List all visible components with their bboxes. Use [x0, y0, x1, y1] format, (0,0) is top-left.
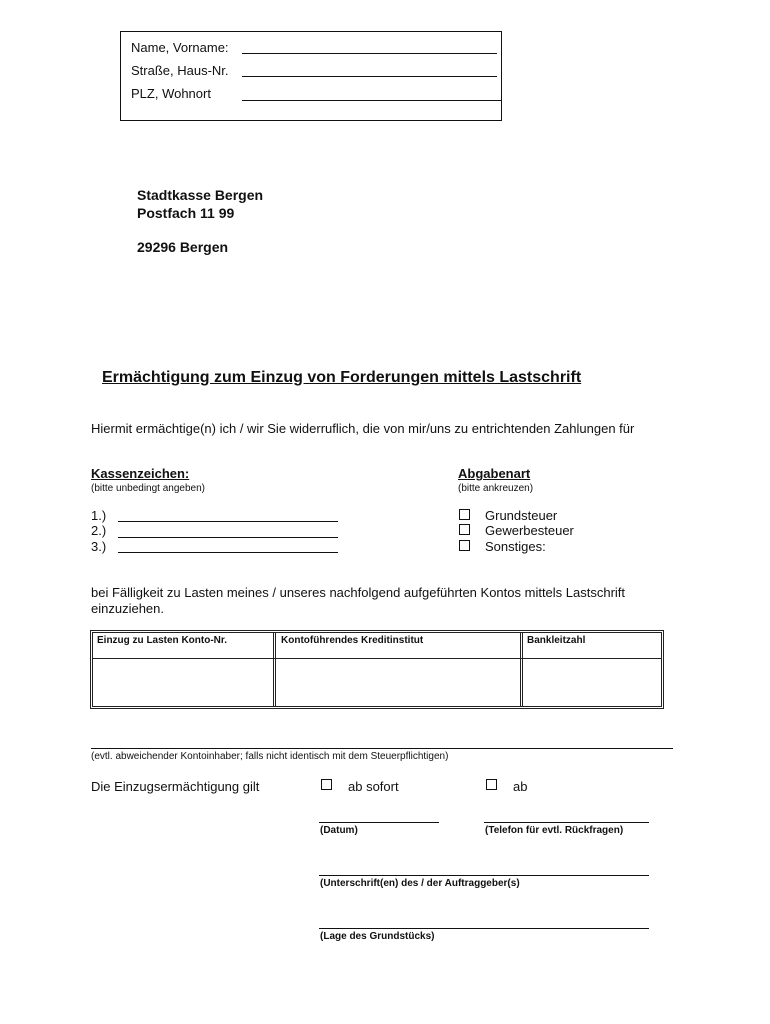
kassenzeichen-field-1[interactable] [118, 521, 338, 522]
sonstiges-checkbox[interactable] [459, 540, 470, 551]
document-title: Ermächtigung zum Einzug von Forderungen mittels Lastschrift [102, 369, 582, 386]
account-number-cell[interactable] [93, 659, 273, 706]
debit-text: bei Fälligkeit zu Lasten meines / unseres nachfolgend aufgeführten Kontos mittels Lastschrift einzuziehen. [91, 585, 626, 616]
validity-label: Die Einzugsermächtigung gilt [91, 779, 260, 794]
bank-details-table [90, 630, 664, 709]
recipient-line2: Postfach 11 99 [137, 205, 235, 221]
recipient-line1: Stadtkasse Bergen [137, 187, 264, 203]
account-holder-note: (evtl. abweichender Kontoinhaber; falls nicht identisch mit dem Steuerpflichtigen) [91, 751, 449, 762]
date-label: (Datum) [320, 825, 358, 836]
bank-name-cell[interactable] [276, 659, 520, 706]
signature-label: (Unterschrift(en) des / der Auftraggeber(s) [320, 878, 520, 889]
ab-sofort-checkbox[interactable] [321, 779, 332, 790]
kassenzeichen-hint: (bitte unbedingt angeben) [91, 483, 205, 494]
grundsteuer-checkbox[interactable] [459, 509, 470, 520]
name-field[interactable] [242, 53, 497, 54]
kassenzeichen-field-2[interactable] [118, 537, 338, 538]
ab-sofort-label: ab sofort [348, 779, 399, 794]
kassenzeichen-heading: Kassenzeichen: [91, 466, 190, 481]
street-field[interactable] [242, 76, 497, 77]
bank-code-header: Bankleitzahl [527, 635, 586, 646]
phone-field[interactable] [484, 822, 649, 823]
gewerbesteuer-checkbox[interactable] [459, 524, 470, 535]
bank-code-cell[interactable] [523, 659, 661, 706]
property-location-field[interactable] [319, 928, 649, 929]
kassenzeichen-field-3[interactable] [118, 552, 338, 553]
abgabenart-heading: Abgabenart [458, 466, 531, 481]
kassenzeichen-item-2-label: 2.) [91, 523, 107, 538]
city-label: PLZ, Wohnort [131, 86, 211, 101]
kassenzeichen-item-1-label: 1.) [91, 508, 107, 523]
ab-date-checkbox[interactable] [486, 779, 497, 790]
account-holder-field[interactable] [91, 748, 673, 749]
signature-field[interactable] [319, 875, 649, 876]
date-field[interactable] [319, 822, 439, 823]
intro-text: Hiermit ermächtige(n) ich / wir Sie widerruflich, die von mir/uns zu entrichtenden Zahlungen für [91, 421, 635, 436]
gewerbesteuer-label: Gewerbesteuer [485, 523, 574, 538]
ab-date-label: ab [513, 779, 528, 794]
street-label: Straße, Haus-Nr. [131, 63, 229, 78]
name-label: Name, Vorname: [131, 40, 229, 55]
recipient-line3: 29296 Bergen [137, 239, 229, 255]
phone-label: (Telefon für evtl. Rückfragen) [485, 825, 624, 836]
kassenzeichen-item-3-label: 3.) [91, 539, 107, 554]
property-location-label: (Lage des Grundstücks) [320, 931, 435, 942]
bank-name-header: Kontoführendes Kreditinstitut [281, 635, 424, 646]
grundsteuer-label: Grundsteuer [485, 508, 558, 523]
sonstiges-label: Sonstiges: [485, 539, 546, 554]
city-field[interactable] [242, 100, 502, 101]
abgabenart-hint: (bitte ankreuzen) [458, 483, 534, 494]
account-number-header: Einzug zu Lasten Konto-Nr. [97, 635, 227, 646]
